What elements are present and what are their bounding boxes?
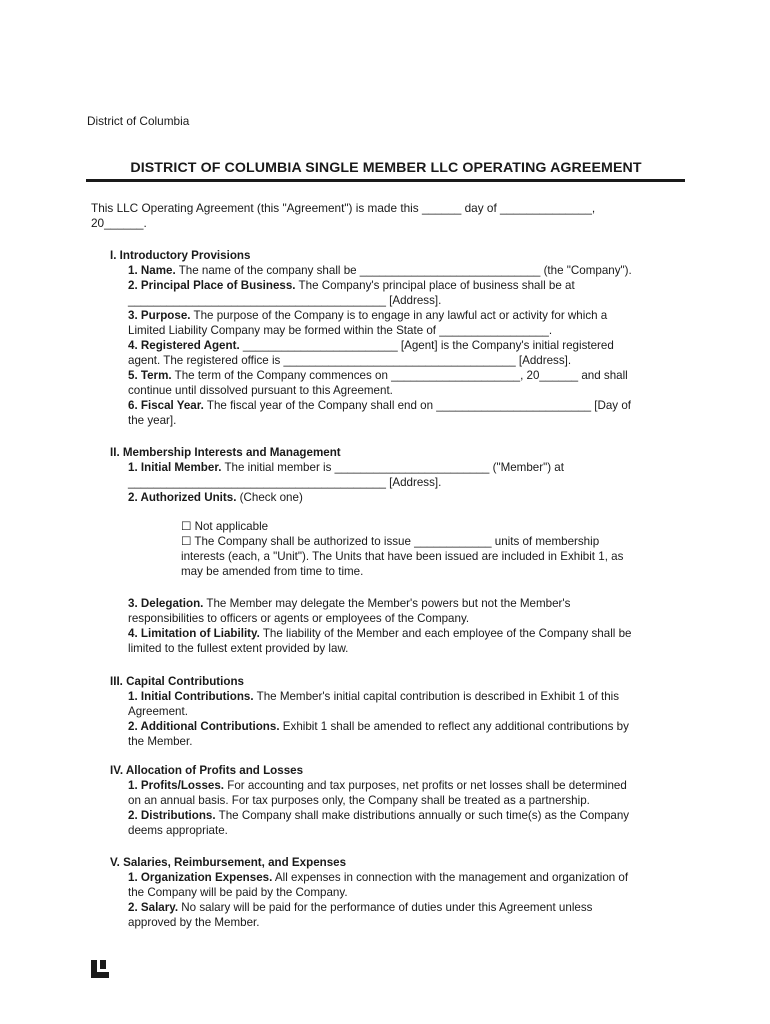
clause-label: 2. Principal Place of Business. xyxy=(128,279,296,292)
section-profits-losses xyxy=(110,763,685,838)
option-not-applicable[interactable] xyxy=(110,519,685,534)
clause-fiscal-year xyxy=(110,398,685,428)
clause-text: responsibilities to officers or agents or employees of the Company. xyxy=(128,612,470,625)
clause-initial-member xyxy=(110,460,685,490)
clause-text: For accounting and tax purposes, net profits or net losses shall be determined xyxy=(224,779,627,792)
clause-text: the Member. xyxy=(128,735,193,748)
clause-label: 1. Initial Contributions. xyxy=(128,690,254,703)
clause-label: 2. Distributions. xyxy=(128,809,216,822)
clause-text: No salary will be paid for the performance of duties under this Agreement unless xyxy=(178,901,593,914)
clause-text: the Company will be paid by the Company. xyxy=(128,886,348,899)
header-state: District of Columbia xyxy=(87,114,190,128)
title-underline xyxy=(86,179,685,182)
intro-line: This LLC Operating Agreement (this "Agreement") is made this ______ day of ______________, xyxy=(91,201,596,215)
clause-additional-contributions xyxy=(110,719,685,749)
clause-text: on an annual basis. For tax purposes only, the Company shall be treated as a partnership. xyxy=(128,794,590,807)
clause-text: agent. The registered office is ____________________________________ [Address]. xyxy=(128,354,572,367)
clause-text: approved by the Member. xyxy=(128,916,260,929)
intro-line: 20______. xyxy=(91,216,147,230)
clause-distributions xyxy=(110,808,685,838)
clause-text: The name of the company shall be ____________________________ (the "Company"). xyxy=(175,264,632,277)
clause-text: Exhibit 1 shall be amended to reflect any additional contributions by xyxy=(279,720,629,733)
clause-name xyxy=(110,263,685,278)
clause-text: The Company shall make distributions annually or such time(s) as the Company xyxy=(215,809,630,822)
checkbox-option-text: may be amended from time to time. xyxy=(181,565,364,578)
clause-text: deems appropriate. xyxy=(128,824,228,837)
clause-text: continue until dissolved pursuant to this Agreement. xyxy=(128,384,393,397)
clause-text: the year]. xyxy=(128,414,177,427)
legal-templates-logo-icon xyxy=(91,960,109,978)
clause-text: ________________________________________ [Address]. xyxy=(128,294,442,307)
clause-delegation xyxy=(110,596,685,626)
clause-text: Limited Liability Company may be formed within the State of _________________. xyxy=(128,324,553,337)
section-heading: I. Introductory Provisions xyxy=(110,249,251,262)
clause-salary xyxy=(110,900,685,930)
clause-text: The initial member is ________________________ ("Member") at xyxy=(221,461,564,474)
clause-registered-agent xyxy=(110,338,685,368)
section-heading: III. Capital Contributions xyxy=(110,675,244,688)
clause-label: 2. Authorized Units. xyxy=(128,491,237,504)
clause-label: 1. Initial Member. xyxy=(128,461,222,474)
section-heading: V. Salaries, Reimbursement, and Expenses xyxy=(110,856,347,869)
clause-text: ________________________________________ [Address]. xyxy=(128,476,442,489)
clause-label: 3. Delegation. xyxy=(128,597,204,610)
clause-initial-contributions xyxy=(110,689,685,719)
clause-purpose xyxy=(110,308,685,338)
clause-text: The term of the Company commences on ____________________, 20______ and shall xyxy=(171,369,628,382)
clause-text: limited to the fullest extent provided by law. xyxy=(128,642,349,655)
clause-label: 1. Name. xyxy=(128,264,176,277)
clause-text: ________________________ [Agent] is the Company's initial registered xyxy=(239,339,614,352)
checkbox-option-text: interests (each, a "Unit"). The Units that have been issued are included in Exhibit 1, as xyxy=(181,550,624,563)
clause-term xyxy=(110,368,685,398)
section-salaries-expenses xyxy=(110,855,685,930)
section-capital-contributions xyxy=(110,674,685,749)
clause-text: (Check one) xyxy=(236,491,303,504)
clause-label: 3. Purpose. xyxy=(128,309,191,322)
section-heading: II. Membership Interests and Management xyxy=(110,446,341,459)
clause-label: 4. Limitation of Liability. xyxy=(128,627,260,640)
clause-text: Agreement. xyxy=(128,705,188,718)
option-authorized-units[interactable] xyxy=(110,534,685,579)
clause-limitation-of-liability xyxy=(110,626,685,656)
clause-label: 1. Profits/Losses. xyxy=(128,779,225,792)
clause-text: All expenses in connection with the management and organization of xyxy=(272,871,629,884)
clause-profits-losses xyxy=(110,778,685,808)
checkbox-option-text[interactable]: ☐ The Company shall be authorized to issue ____________ units of membership xyxy=(181,535,600,548)
section-heading: IV. Allocation of Profits and Losses xyxy=(110,764,304,777)
clause-label: 4. Registered Agent. xyxy=(128,339,240,352)
clause-text: The Company's principal place of business shall be at xyxy=(295,279,575,292)
section-introductory-provisions xyxy=(110,248,685,428)
clause-text: The Member's initial capital contribution is described in Exhibit 1 of this xyxy=(253,690,620,703)
clause-label: 1. Organization Expenses. xyxy=(128,871,273,884)
clause-organization-expenses xyxy=(110,870,685,900)
clause-label: 2. Additional Contributions. xyxy=(128,720,280,733)
clause-label: 6. Fiscal Year. xyxy=(128,399,204,412)
clause-authorized-units xyxy=(110,490,685,505)
clause-text: The fiscal year of the Company shall end on ________________________ [Day of xyxy=(203,399,631,412)
clause-label: 5. Term. xyxy=(128,369,172,382)
clause-text: The Member may delegate the Member's powers but not the Member's xyxy=(203,597,571,610)
clause-principal-place xyxy=(110,278,685,308)
clause-label: 2. Salary. xyxy=(128,901,179,914)
clause-text: The liability of the Member and each employee of the Company shall be xyxy=(259,627,632,640)
checkbox-option-text[interactable]: ☐ Not applicable xyxy=(181,520,269,533)
section-membership-interests xyxy=(110,445,685,656)
clause-text: The purpose of the Company is to engage in any lawful act or activity for which a xyxy=(190,309,608,322)
intro-paragraph xyxy=(91,201,651,231)
document-title: DISTRICT OF COLUMBIA SINGLE MEMBER LLC OPERATING AGREEMENT xyxy=(130,160,642,176)
